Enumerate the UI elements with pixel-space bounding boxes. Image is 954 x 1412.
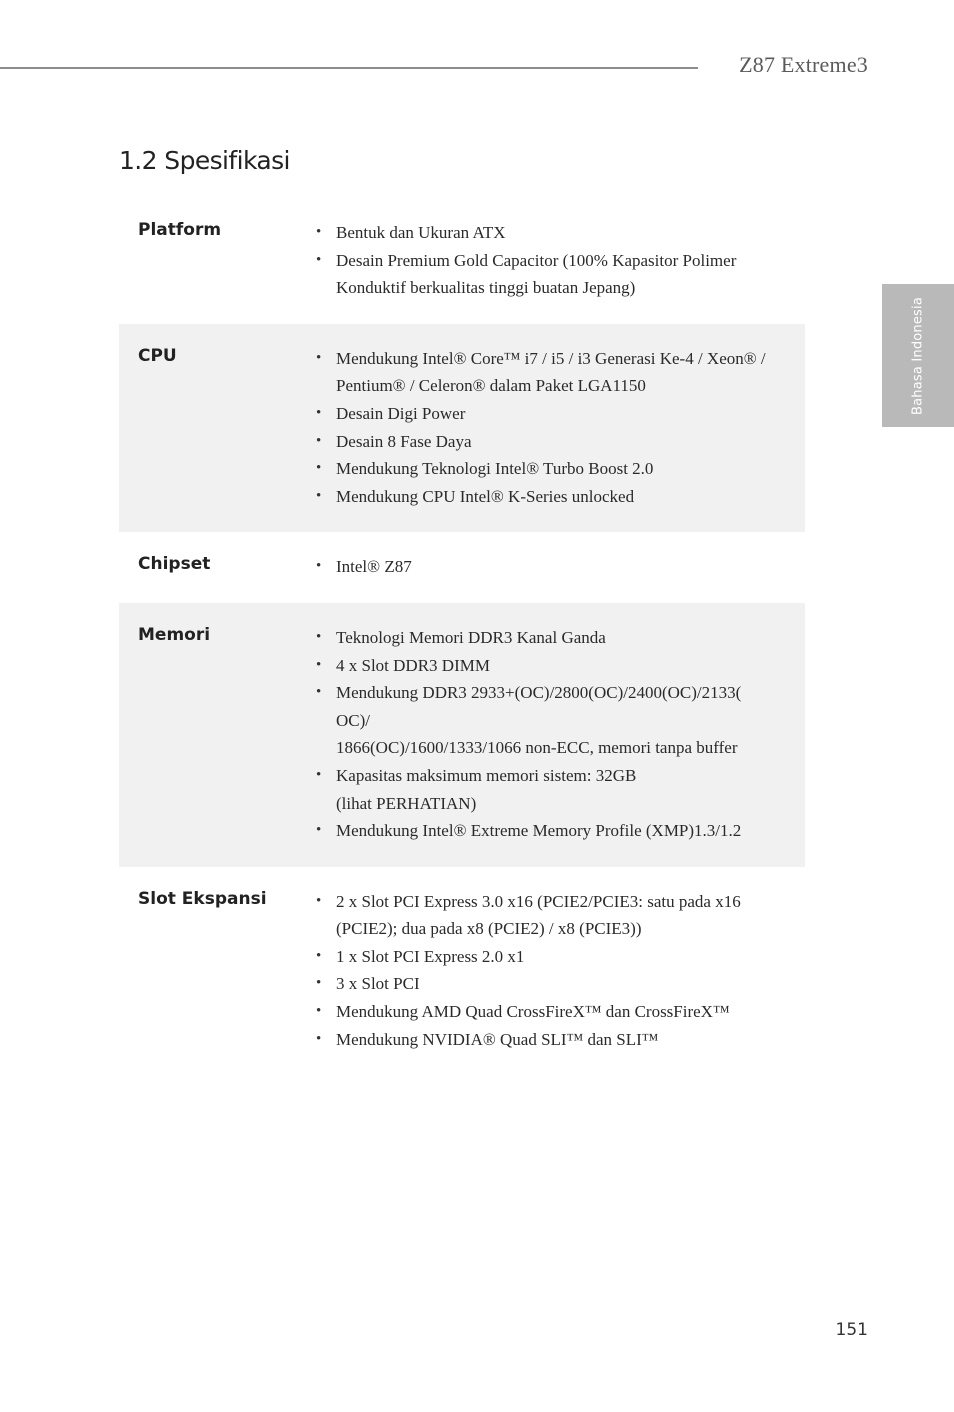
spec-item <box>314 455 805 483</box>
spec-item-line: • Desain Premium Gold Capacitor (100% Kapasitor Polimer <box>336 250 737 270</box>
spec-item <box>314 817 805 845</box>
header-model-title: Z87 Extreme3 <box>739 52 868 77</box>
spec-item-line: • Mendukung CPU Intel® K-Series unlocked <box>336 486 635 506</box>
spec-list <box>314 219 805 302</box>
spec-item <box>314 219 805 247</box>
spec-item-line: (lihat PERHATIAN) <box>336 793 477 813</box>
header-rule <box>0 67 698 69</box>
spec-label: Memori <box>138 624 211 645</box>
spec-item-line: • Kapasitas maksimum memori sistem: 32GB <box>336 765 637 785</box>
spec-list <box>314 624 805 845</box>
spec-item-line: • Mendukung NVIDIA® Quad SLI™ dan SLI™ <box>336 1029 659 1049</box>
spec-item-line: Pentium® / Celeron® dalam Paket LGA1150 <box>336 376 646 396</box>
spec-item-line: OC)/ <box>336 710 370 730</box>
spec-item-line: • Intel® Z87 <box>336 557 412 577</box>
spec-item-line: • Desain 8 Fase Daya <box>336 431 472 451</box>
spec-item-line: • 1 x Slot PCI Express 2.0 x1 <box>336 946 525 966</box>
spec-item <box>314 428 805 456</box>
spec-item-line: 1866(OC)/1600/1333/1066 non-ECC, memori tanpa buffer <box>336 738 738 758</box>
spec-item <box>314 652 805 680</box>
spec-list <box>314 553 805 581</box>
spec-item <box>314 970 805 998</box>
spec-item-line: • 2 x Slot PCI Express 3.0 x16 (PCIE2/PCIE3: satu pada x16 <box>336 891 741 911</box>
spec-item <box>314 624 805 652</box>
spec-label: Chipset <box>138 554 211 575</box>
spec-item-line: Konduktif berkualitas tinggi buatan Jepang) <box>336 278 636 298</box>
spec-row-memori <box>119 603 805 867</box>
spec-row-cpu <box>119 324 805 533</box>
spec-item <box>314 943 805 971</box>
spec-item-line: • Mendukung AMD Quad CrossFireX™ dan CrossFireX™ <box>336 1002 730 1022</box>
spec-item <box>314 1026 805 1054</box>
spec-item-line: • Teknologi Memori DDR3 Kanal Ganda <box>336 627 606 647</box>
spec-item <box>314 247 805 302</box>
spec-item <box>314 345 805 400</box>
spec-label: Slot Ekspansi <box>138 888 267 909</box>
side-tab-label: Bahasa Indonesia <box>910 296 926 415</box>
spec-item-line: • Mendukung Intel® Core™ i7 / i5 / i3 Generasi Ke-4 / Xeon® / <box>336 348 766 368</box>
spec-item <box>314 483 805 511</box>
spec-item <box>314 400 805 428</box>
page-number: 151 <box>835 1320 868 1340</box>
spec-item <box>314 762 805 817</box>
spec-item-line: • Mendukung Teknologi Intel® Turbo Boost 2.0 <box>336 459 654 479</box>
spec-label: CPU <box>138 345 177 366</box>
spec-list <box>314 888 805 1054</box>
spec-item <box>314 553 805 581</box>
spec-row-chipset <box>119 532 805 603</box>
spec-list <box>314 345 805 511</box>
spec-label: Platform <box>138 220 222 240</box>
spec-item <box>314 888 805 943</box>
section-title: 1.2 Spesifikasi <box>119 146 290 175</box>
spec-item-line: • 4 x Slot DDR3 DIMM <box>336 655 490 675</box>
spec-row-platform <box>119 198 805 324</box>
spec-item-line: • Desain Digi Power <box>336 403 466 423</box>
spec-row-slot-ekspansi <box>119 867 805 1076</box>
spec-item-line: • Mendukung Intel® Extreme Memory Profile (XMP)1.3/1.2 <box>336 821 742 841</box>
spec-item-line: • Mendukung DDR3 2933+(OC)/2800(OC)/2400(OC)/2133( <box>336 683 742 703</box>
spec-item <box>314 998 805 1026</box>
spec-item-line: • 3 x Slot PCI <box>336 974 420 994</box>
spec-item <box>314 679 805 762</box>
language-side-tab <box>882 284 954 427</box>
spec-table <box>119 198 805 1075</box>
spec-item-line: • Bentuk dan Ukuran ATX <box>336 223 506 242</box>
spec-item-line: (PCIE2); dua pada x8 (PCIE2) / x8 (PCIE3)) <box>336 919 642 939</box>
